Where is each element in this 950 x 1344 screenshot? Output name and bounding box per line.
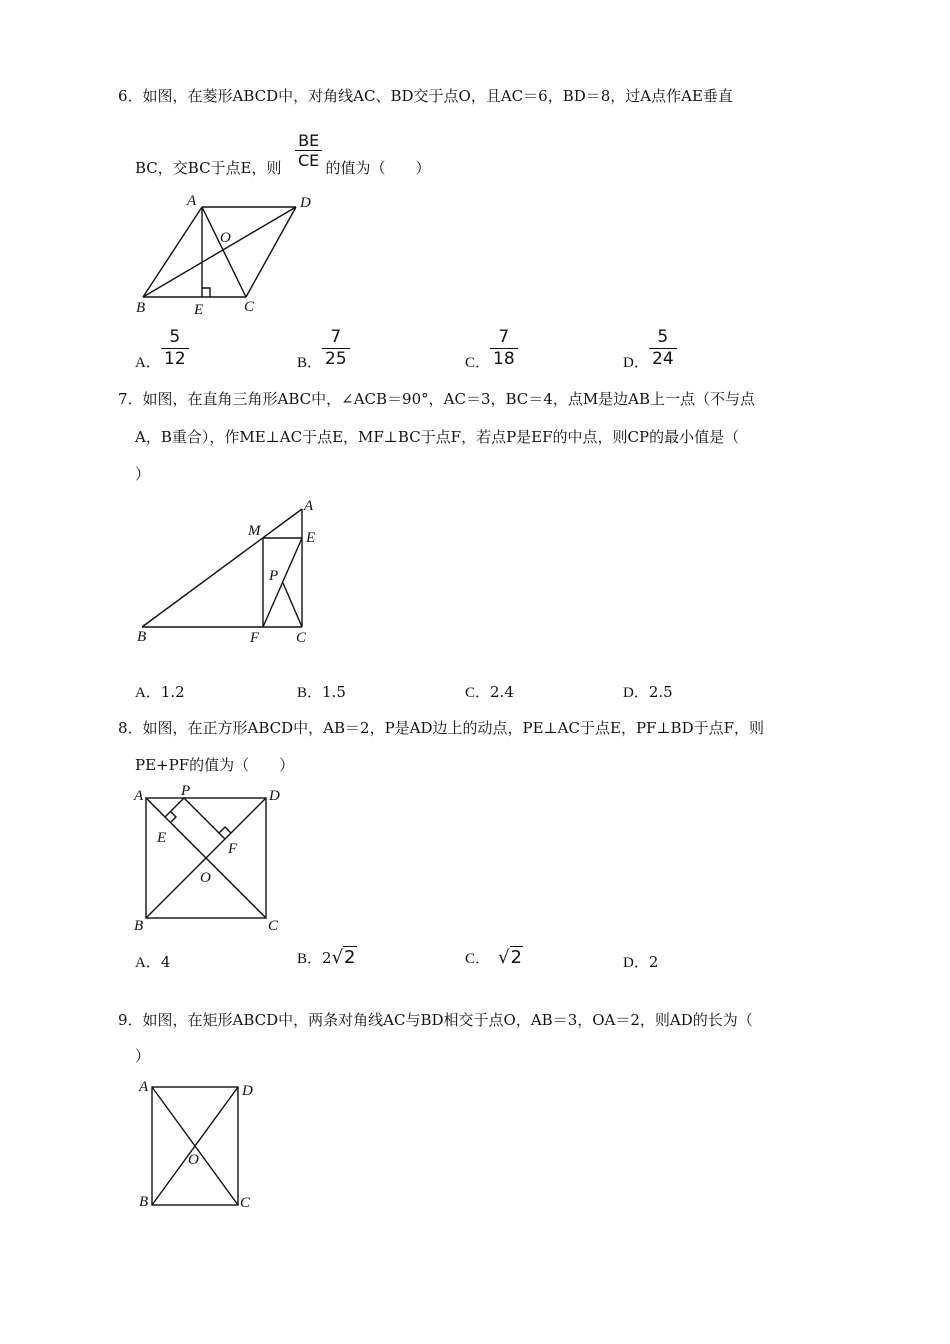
q6-text-line2-post: 的值为（ ） xyxy=(325,159,431,177)
q6-label-e: E xyxy=(194,302,204,318)
q8-label-f: F xyxy=(228,841,238,857)
q8-right-angle-mark-e xyxy=(170,811,176,823)
q6-option-a-fraction: 5 12 xyxy=(161,328,189,369)
q6-option-c-fraction: 7 18 xyxy=(490,328,518,369)
q7-option-c[interactable]: C．2.4 xyxy=(465,683,514,701)
q9-label-c: C xyxy=(240,1195,251,1211)
q6-label-a: A xyxy=(187,193,197,209)
q6-option-d[interactable]: D． xyxy=(623,355,649,371)
q6-option-b-fraction: 7 25 xyxy=(322,328,350,369)
q6-fraction-be-ce xyxy=(295,132,322,169)
q6-side-cd xyxy=(246,207,296,297)
q7-option-d[interactable]: D．2.5 xyxy=(623,683,673,701)
q9-label-a: A xyxy=(139,1079,149,1095)
q7-label-e: E xyxy=(306,530,316,546)
q8-label-e: E xyxy=(157,830,167,846)
q6-option-d-fraction: 5 24 xyxy=(649,328,677,369)
q7-label-p: P xyxy=(269,568,279,584)
q7-text-line2: A，B重合），作ME⊥AC于点E，MF⊥BC于点F，若点P是EF的中点，则CP的最小值是（ xyxy=(135,428,740,446)
q6-option-c[interactable]: C． xyxy=(465,355,491,371)
q9-label-o: O xyxy=(188,1152,199,1168)
q7-label-c: C xyxy=(296,630,307,646)
q8-square-figure xyxy=(130,783,300,933)
q9-label-b: B xyxy=(139,1194,149,1210)
q8-option-a[interactable]: A．4 xyxy=(135,953,171,971)
q6-label-o: O xyxy=(220,230,231,246)
q6-label-b: B xyxy=(136,300,146,316)
q7-option-a[interactable]: A．1.2 xyxy=(135,683,185,701)
q8-label-p: P xyxy=(181,783,191,799)
q8-option-b[interactable]: B．2√2 xyxy=(297,947,356,968)
q7-segment-cp xyxy=(283,583,302,627)
q8-option-c-sqrt: √2 xyxy=(498,947,522,968)
q6-text-line1: 6．如图，在菱形ABCD中，对角线AC、BD交于点O，且AC＝6，BD＝8，过A点作AE垂直 xyxy=(118,87,733,105)
q6-side-ab xyxy=(143,207,202,297)
q8-text-line1: 8．如图，在正方形ABCD中，AB＝2，P是AD边上的动点，PE⊥AC于点E，PF⊥BD于点F，则 xyxy=(118,719,765,737)
q8-option-c[interactable]: C． √2 xyxy=(465,947,522,968)
q8-option-d[interactable]: D．2 xyxy=(623,953,659,971)
q8-label-o: O xyxy=(200,870,211,886)
q7-label-m: M xyxy=(248,523,261,539)
q8-segment-pe xyxy=(165,798,184,817)
q7-label-a: A xyxy=(304,498,314,514)
q8-label-c: C xyxy=(268,918,279,933)
q7-label-b: B xyxy=(137,629,147,645)
q6-frac-denominator: CE xyxy=(298,151,320,170)
q9-text-line1: 9．如图，在矩形ABCD中，两条对角线AC与BD相交于点O，AB＝3，OA＝2，则AD的长为（ xyxy=(118,1011,753,1029)
q6-right-angle-mark xyxy=(202,288,210,297)
q6-option-b[interactable]: B． xyxy=(297,355,323,371)
q8-option-b-sqrt: √2 xyxy=(331,947,356,968)
q8-right-angle-mark-f xyxy=(219,827,231,833)
q6-label-d: D xyxy=(300,195,311,211)
q7-text-line3: ） xyxy=(135,465,151,483)
q6-text-line2 xyxy=(135,158,431,178)
q8-label-a: A xyxy=(134,788,144,804)
q7-option-b[interactable]: B．1.5 xyxy=(297,683,346,701)
q6-diagonal-bd xyxy=(143,207,296,297)
q7-label-f: F xyxy=(250,630,260,646)
q6-label-c: C xyxy=(244,299,255,315)
q8-option-b-coef: 2 xyxy=(322,949,332,967)
q6-text-line2-pre: BC，交BC于点E，则 xyxy=(135,159,282,177)
q7-text-line1: 7．如图，在直角三角形ABC中，∠ACB＝90°，AC＝3，BC＝4，点M是边AB上一点（不与点 xyxy=(118,390,756,408)
q9-rectangle-figure xyxy=(130,1075,280,1215)
q9-text-line2: ） xyxy=(135,1047,151,1065)
q8-label-d: D xyxy=(269,788,280,804)
q9-label-d: D xyxy=(242,1083,253,1099)
q6-option-a[interactable]: A． xyxy=(135,355,161,371)
q7-triangle-figure xyxy=(130,495,330,650)
q6-frac-numerator: BE xyxy=(298,131,320,150)
q8-text-line2: PE+PF的值为（ ） xyxy=(135,756,295,774)
q6-rhombus-figure xyxy=(130,190,330,320)
q8-label-b: B xyxy=(134,918,144,933)
q6-diagonal-ac xyxy=(202,207,246,297)
